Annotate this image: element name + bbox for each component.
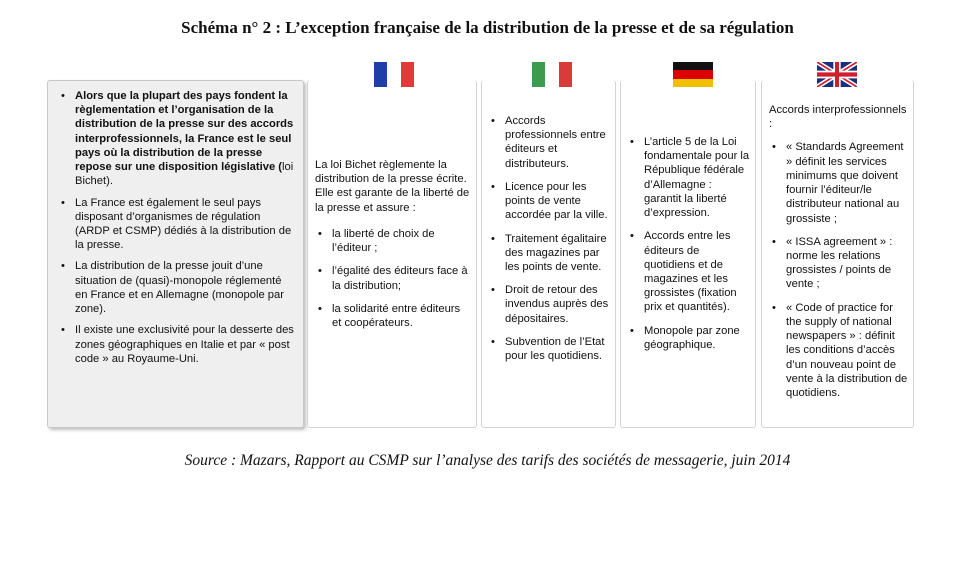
intro-bullet: • Alors que la plupart des pays fondent la règlementation et l’organisation de la distribution de la presse sur des accords interprofessionnels, la France est le seul pays où la distribution de la presse repose sur une disposition législative (loi Bichet).: [58, 89, 295, 189]
germany-bullet: • Monopole par zone géographique.: [627, 324, 751, 352]
intro-panel: [47, 80, 304, 428]
germany-column: [620, 80, 756, 428]
italy-bullet: • Traitement égalitaire des magazines par les points de vente.: [488, 232, 611, 275]
france-column: [307, 80, 477, 428]
intro-bullet: • Il existe une exclusivité pour la desserte des zones géographiques en Italie et par « post code » au Royaume-Uni.: [58, 323, 295, 366]
france-bullet: • la liberté de choix de l’éditeur ;: [315, 227, 470, 255]
france-bullet: • l’égalité des éditeurs face à la distribution;: [315, 264, 470, 292]
intro-bullet: • La distribution de la presse jouit d’une situation de (quasi)-monopole réglementé en France et en Allemagne (monopole par zone).: [58, 259, 295, 316]
uk-bullet: • « Standards Agreement » définit les services minimums que doivent fournir l’éditeur/le distributeur national au grossiste ;: [769, 140, 909, 225]
italy-bullet: • Licence pour les points de vente accordée par la ville.: [488, 180, 611, 223]
intro-bullet: • La France est également le seul pays disposant d’organismes de régulation (ARDP et CSMP) dédiés à la distribution de la presse.: [58, 196, 295, 253]
france-bullet: • la solidarité entre éditeurs et coopérateurs.: [315, 302, 470, 330]
italy-column: [481, 80, 616, 428]
germany-bullet: • Accords entre les éditeurs de quotidiens et de magazines et les grossistes (fixation prix et quantités).: [627, 229, 751, 314]
uk-bullet: • « Code of practice for the supply of national newspapers » : définit les conditions d’accès d’un nouveau point de vente à la distribution de quotidiens.: [769, 301, 909, 401]
source-caption: Source : Mazars, Rapport au CSMP sur l’analyse des tarifs des sociétés de messagerie, juin 2014: [184, 452, 791, 469]
uk-intro: Accords interprofessionnels :: [769, 104, 907, 131]
page-title: Schéma n° 2 : L’exception française de la distribution de la presse et de sa régulation: [181, 18, 794, 37]
italy-bullet: • Subvention de l’Etat pour les quotidiens.: [488, 335, 611, 363]
france-intro: La loi Bichet règlemente la distribution de la presse écrite. Elle est garante de la liberté de la presse et assure :: [315, 159, 470, 214]
italy-bullet: • Droit de retour des invendus auprès des dépositaires.: [488, 283, 611, 326]
italy-bullet: • Accords professionnels entre éditeurs et distributeurs.: [488, 114, 611, 171]
uk-column: [761, 80, 914, 428]
germany-bullet: • L’article 5 de la Loi fondamentale pour la République fédérale d’Allemagne : garantit la liberté d’expression.: [627, 135, 751, 220]
uk-bullet: • « ISSA agreement » : norme les relations grossistes / points de vente ;: [769, 235, 909, 292]
